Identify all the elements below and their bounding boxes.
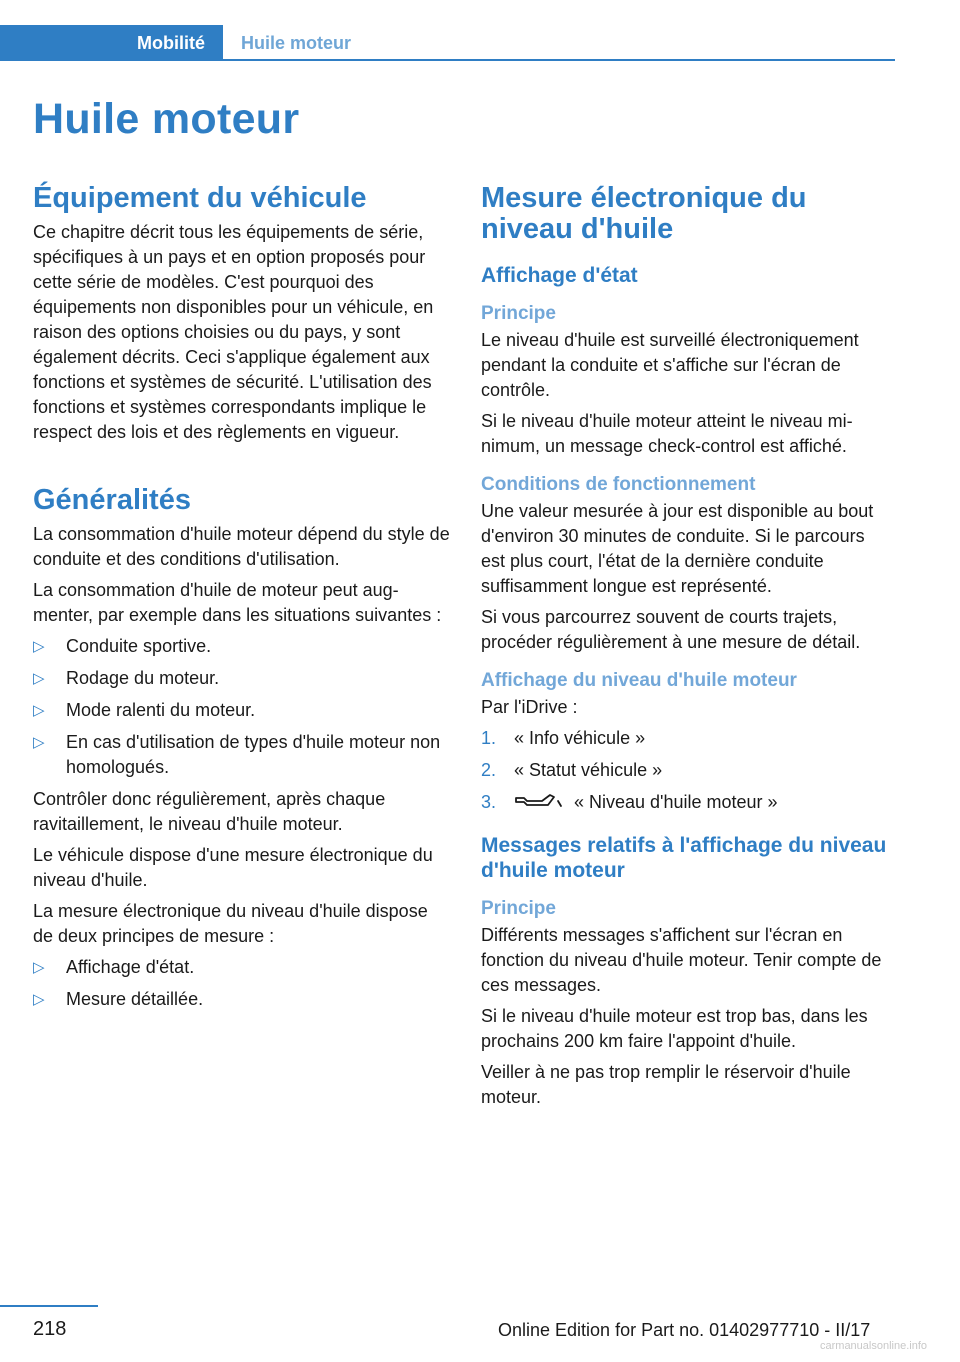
general-heading: Généralités xyxy=(33,484,191,516)
right-column xyxy=(481,183,891,1116)
list-item: 3. « Niveau d'huile moteur » xyxy=(481,790,891,815)
list-item: 1. « Info véhicule » xyxy=(481,726,891,751)
general-paragraph: Contrôler donc régulièrement, après chaque ravitaillement, le niveau d'huile moteur. xyxy=(33,789,386,834)
general-paragraph: La consommation d'huile de moteur peut augmenter, par exemple dans les situations suivantes : xyxy=(33,580,442,625)
step-number: 3. xyxy=(481,792,497,812)
display-heading: Affichage du niveau d'huile moteur xyxy=(481,670,797,691)
principle-paragraph: Si le niveau d'huile moteur atteint le niveau minimum, un message check-control est affiché. xyxy=(481,411,853,456)
list-item: ▷ Mode ralenti du moteur. xyxy=(33,698,451,723)
idrive-steps xyxy=(481,726,891,815)
tab-mobilite[interactable]: Mobilité xyxy=(0,25,223,61)
messages-paragraph: Si le niveau d'huile moteur est trop bas, dans les prochains 200 km faire l'appoint d'huile. xyxy=(481,1006,868,1051)
display-intro: Par l'iDrive : xyxy=(481,697,578,717)
list-item: ▷ Rodage du moteur. xyxy=(33,666,451,691)
list-item: ▷ Affichage d'état. xyxy=(33,955,451,980)
step-number: 1. xyxy=(481,728,497,748)
list-item: ▷ Mesure détaillée. xyxy=(33,987,451,1012)
list-item: ▷ Conduite sportive. xyxy=(33,634,451,659)
page-title: Huile moteur xyxy=(33,95,300,143)
oil-can-icon xyxy=(514,792,566,810)
header-rule xyxy=(223,59,895,61)
watermark: carmanualsonline.info xyxy=(820,1340,928,1352)
triangle-bullet-icon: ▷ xyxy=(33,991,45,1008)
messages-heading: Messages relatifs à l'affichage du niveau d'huile moteur xyxy=(481,834,887,882)
conditions-paragraph: Si vous parcourrez souvent de courts trajets, procéder régulièrement à une mesure de détail. xyxy=(481,607,861,652)
triangle-bullet-icon: ▷ xyxy=(33,638,45,655)
messages-paragraph: Veiller à ne pas trop remplir le réservoir d'huile moteur. xyxy=(481,1062,851,1107)
principle-paragraph: Le niveau d'huile est surveillé électroniquement pendant la conduite et s'affiche sur l'écran de contrôle. xyxy=(481,330,859,400)
principles-list xyxy=(33,955,451,1012)
list-item: ▷ En cas d'utilisation de types d'huile moteur non homologués. xyxy=(33,732,441,777)
msg-principle-heading: Principe xyxy=(481,898,556,919)
conditions-heading: Conditions de fonctionnement xyxy=(481,474,756,495)
header-tabbar xyxy=(0,25,895,61)
footer-rule xyxy=(0,1305,98,1307)
left-column xyxy=(33,183,451,1019)
situations-list xyxy=(33,634,451,780)
list-item: 2. « Statut véhicule » xyxy=(481,758,891,783)
equipment-text: Ce chapitre décrit tous les équipements de série, spécifiques à un pays et en option proposés pour cette série de modèles. C'est pourquoi des équipements non disponibles pour un véhicule, en raison des options choisies ou du pays, y sont également décrits. Ceci s'applique également aux fonctions et systèmes de sécurité. L'utilisation des fonctions et systèmes correspondants implique le respect des lois et des règlements en vigueur. xyxy=(33,222,434,442)
triangle-bullet-icon: ▷ xyxy=(33,959,45,976)
general-paragraph: Le véhicule dispose d'une mesure électronique du niveau d'huile. xyxy=(33,845,433,890)
general-paragraph: La consommation d'huile moteur dépend du style de conduite et des conditions d'utilisation. xyxy=(33,524,450,569)
step-number: 2. xyxy=(481,760,497,780)
triangle-bullet-icon: ▷ xyxy=(33,702,45,719)
page-number: 218 xyxy=(33,1318,67,1340)
messages-paragraph: Différents messages s'affichent sur l'écran en fonction du niveau d'huile moteur. Tenir compte de ces messages. xyxy=(481,925,882,995)
conditions-paragraph: Une valeur mesurée à jour est disponible au bout d'environ 30 minutes de conduite. Si le parcours est plus court, l'état de la dernière conduite suffisamment longue est représenté. xyxy=(481,501,874,596)
triangle-bullet-icon: ▷ xyxy=(33,734,45,751)
principle-heading: Principe xyxy=(481,303,556,324)
measure-heading: Mesure électronique du niveau d'huile xyxy=(481,182,807,245)
status-heading: Affichage d'état xyxy=(481,264,638,287)
triangle-bullet-icon: ▷ xyxy=(33,670,45,687)
tab-huile-moteur[interactable]: Huile moteur xyxy=(241,32,352,53)
edition-label: Online Edition for Part no. 01402977710 - II/17 xyxy=(498,1320,871,1340)
general-paragraph: La mesure électronique du niveau d'huile dispose de deux principes de mesure : xyxy=(33,901,428,946)
equipment-heading: Équipement du véhicule xyxy=(33,182,367,214)
